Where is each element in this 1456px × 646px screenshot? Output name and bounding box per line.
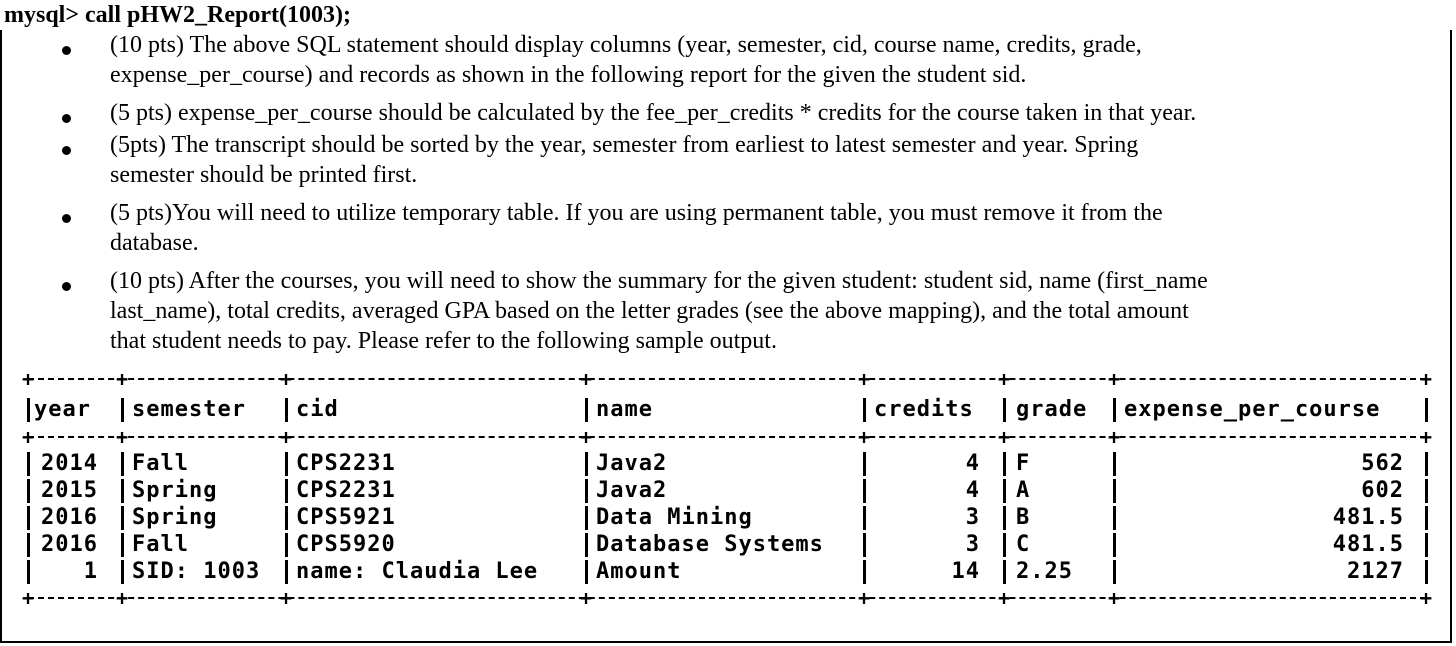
column-header: cid <box>296 397 339 422</box>
table-row <box>24 477 1434 504</box>
table-cell: 4 <box>965 451 980 476</box>
table-bottom-border <box>21 585 1434 612</box>
column-separator <box>1003 533 1006 557</box>
border-corner: + <box>1419 425 1433 449</box>
border-corner: + <box>579 586 593 610</box>
column-separator <box>1003 452 1006 476</box>
border-corner: + <box>997 586 1011 610</box>
border-corner: + <box>579 425 593 449</box>
border-corner: + <box>21 586 35 610</box>
column-separator <box>1425 452 1428 476</box>
table-cell: Fall <box>132 532 189 557</box>
column-separator <box>1003 479 1006 503</box>
table-cell: 4 <box>965 478 980 503</box>
column-separator <box>121 479 124 503</box>
table-cell: 481.5 <box>1332 532 1404 557</box>
column-separator <box>863 560 866 584</box>
dashed-rule <box>28 378 1426 380</box>
column-separator <box>1425 398 1428 422</box>
column-separator <box>1003 398 1006 422</box>
table-cell: 14 <box>951 559 980 584</box>
column-header: name <box>596 397 653 422</box>
table-header-border <box>21 424 1434 451</box>
column-separator <box>863 506 866 530</box>
column-header: year <box>34 397 91 422</box>
border-corner: + <box>279 586 293 610</box>
table-cell: C <box>1016 532 1031 557</box>
column-separator <box>27 560 30 584</box>
border-corner: + <box>21 425 35 449</box>
requirement-text-line: database. <box>110 230 199 256</box>
column-separator <box>585 452 588 476</box>
bullet-dot-icon <box>62 146 71 155</box>
requirement-text-line: (5 pts) expense_per_course should be calculated by the fee_per_credits * credits for the course taken in that year. <box>110 100 1197 126</box>
mysql-command: mysql> call pHW2_Report(1003); <box>4 2 351 28</box>
column-header: expense_per_course <box>1124 397 1381 422</box>
table-cell: CPS2231 <box>296 451 396 476</box>
column-separator <box>285 533 288 557</box>
table-cell: 562 <box>1361 451 1404 476</box>
column-separator <box>1425 560 1428 584</box>
column-separator <box>1003 560 1006 584</box>
table-cell: 2016 <box>41 532 98 557</box>
requirement-text-line: (10 pts) After the courses, you will need to show the summary for the given student: student sid, name (first_name <box>110 268 1208 294</box>
dashed-rule <box>28 597 1426 599</box>
table-cell: Database Systems <box>596 532 824 557</box>
border-corner: + <box>857 586 871 610</box>
table-cell: 1 <box>83 559 98 584</box>
requirement-text-line: that student needs to pay. Please refer to the following sample output. <box>110 328 777 354</box>
table-cell: CPS5921 <box>296 505 396 530</box>
column-separator <box>1113 398 1116 422</box>
border-corner: + <box>997 425 1011 449</box>
table-cell: Fall <box>132 451 189 476</box>
requirement-text-line: (5 pts)You will need to utilize temporary table. If you are using permanent table, you must remove it from the <box>110 200 1163 226</box>
border-corner: + <box>857 367 871 391</box>
border-corner: + <box>857 425 871 449</box>
column-separator <box>285 479 288 503</box>
column-separator <box>27 398 30 422</box>
table-row <box>24 450 1434 477</box>
table-cell: Amount <box>596 559 682 584</box>
column-separator <box>863 533 866 557</box>
column-separator <box>585 560 588 584</box>
table-header-row <box>24 396 1434 423</box>
column-separator <box>285 560 288 584</box>
column-header: grade <box>1016 397 1088 422</box>
table-cell: 2014 <box>41 451 98 476</box>
column-separator <box>863 398 866 422</box>
table-cell: 2.25 <box>1016 559 1073 584</box>
column-separator <box>585 533 588 557</box>
border-corner: + <box>115 425 129 449</box>
table-cell: Java2 <box>596 451 668 476</box>
column-header: credits <box>874 397 974 422</box>
column-separator <box>585 479 588 503</box>
column-separator <box>121 533 124 557</box>
column-separator <box>863 479 866 503</box>
column-separator <box>1425 479 1428 503</box>
column-separator <box>121 560 124 584</box>
sample-output-table <box>21 366 1440 610</box>
column-separator <box>121 398 124 422</box>
border-corner: + <box>1107 367 1121 391</box>
table-cell: F <box>1016 451 1031 476</box>
table-cell: 2127 <box>1347 559 1404 584</box>
column-separator <box>1113 452 1116 476</box>
column-header: semester <box>132 397 246 422</box>
table-cell: CPS5920 <box>296 532 396 557</box>
column-separator <box>27 479 30 503</box>
bullet-dot-icon <box>62 114 71 123</box>
border-corner: + <box>279 425 293 449</box>
column-separator <box>285 452 288 476</box>
border-corner: + <box>579 367 593 391</box>
border-corner: + <box>21 367 35 391</box>
table-cell: CPS2231 <box>296 478 396 503</box>
table-cell: B <box>1016 505 1031 530</box>
column-separator <box>863 452 866 476</box>
table-row <box>24 504 1434 531</box>
table-cell: Data Mining <box>596 505 753 530</box>
column-separator <box>585 506 588 530</box>
table-cell: 2015 <box>41 478 98 503</box>
bullet-dot-icon <box>62 282 71 291</box>
table-cell: Spring <box>132 505 218 530</box>
border-corner: + <box>115 367 129 391</box>
border-corner: + <box>1419 586 1433 610</box>
border-corner: + <box>997 367 1011 391</box>
column-separator <box>121 506 124 530</box>
table-cell: 481.5 <box>1332 505 1404 530</box>
table-top-border <box>21 366 1434 393</box>
requirement-text-line: (10 pts) The above SQL statement should display columns (year, semester, cid, course name, credits, grade, <box>110 32 1142 58</box>
border-corner: + <box>115 586 129 610</box>
table-row <box>24 531 1434 558</box>
table-cell: 2016 <box>41 505 98 530</box>
bullet-dot-icon <box>62 46 71 55</box>
column-separator <box>27 506 30 530</box>
column-separator <box>27 452 30 476</box>
requirement-text-line: semester should be printed first. <box>110 162 418 188</box>
table-cell: name: Claudia Lee <box>296 559 539 584</box>
column-separator <box>285 506 288 530</box>
border-corner: + <box>279 367 293 391</box>
table-cell: SID: 1003 <box>132 559 261 584</box>
column-separator <box>585 398 588 422</box>
border-corner: + <box>1107 586 1121 610</box>
table-cell: Java2 <box>596 478 668 503</box>
table-cell: 3 <box>965 532 980 557</box>
requirement-text-line: (5pts) The transcript should be sorted by the year, semester from earliest to latest semester and year. Spring <box>110 132 1139 158</box>
column-separator <box>1113 560 1116 584</box>
requirement-text-line: last_name), total credits, averaged GPA based on the letter grades (see the above mapping), and the total amount <box>110 298 1189 324</box>
column-separator <box>1113 506 1116 530</box>
column-separator <box>1003 506 1006 530</box>
dashed-rule <box>28 436 1426 438</box>
bullet-dot-icon <box>62 214 71 223</box>
column-separator <box>285 398 288 422</box>
column-separator <box>1113 479 1116 503</box>
table-cell: A <box>1016 478 1031 503</box>
table-cell: 602 <box>1361 478 1404 503</box>
column-separator <box>27 533 30 557</box>
column-separator <box>1425 533 1428 557</box>
column-separator <box>1425 506 1428 530</box>
requirement-text-line: expense_per_course) and records as shown in the following report for the given the student sid. <box>110 62 1027 88</box>
table-row <box>24 558 1434 585</box>
border-corner: + <box>1107 425 1121 449</box>
column-separator <box>1113 533 1116 557</box>
table-cell: 3 <box>965 505 980 530</box>
border-corner: + <box>1419 367 1433 391</box>
column-separator <box>121 452 124 476</box>
table-cell: Spring <box>132 478 218 503</box>
